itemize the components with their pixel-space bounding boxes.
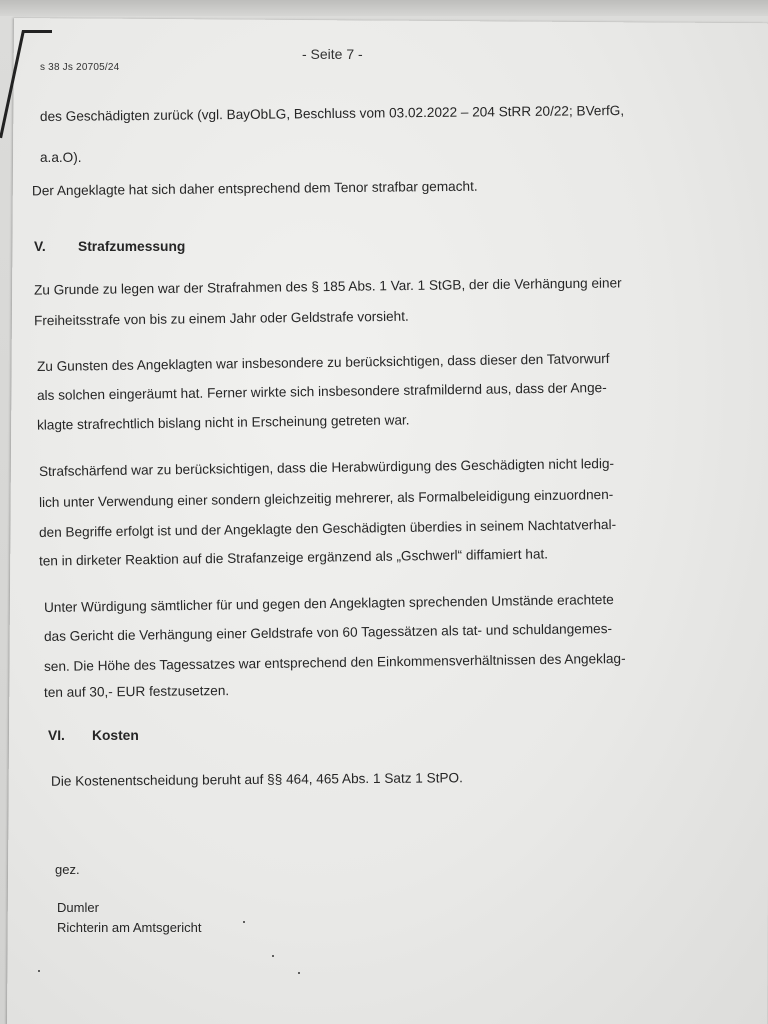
paper-speck xyxy=(272,955,274,957)
body-line: a.a.O). xyxy=(40,150,82,165)
body-line: des Geschädigten zurück (vgl. BayObLG, Beschluss vom 03.02.2022 – 204 StRR 20/22; BVerfG, xyxy=(39,102,625,125)
body-line: lich unter Verwendung einer sondern gleichzeitig mehrerer, als Formalbeleidigung einzuordnen- xyxy=(38,486,614,511)
body-line: Unter Würdigung sämtlicher für und gegen den Angeklagten sprechenden Umstände erachtete xyxy=(43,592,614,615)
section-number: V. xyxy=(34,239,46,254)
body-line: das Gericht die Verhängung einer Geldstrafe von 60 Tagessätzen als tat- und schuldangemes- xyxy=(43,621,613,644)
body-line: Zu Grunde zu legen war der Strafrahmen des § 185 Abs. 1 Var. 1 StGB, der die Verhängung einer xyxy=(33,275,622,298)
section-title: Strafzumessung xyxy=(78,239,186,254)
page-number: - Seite 7 - xyxy=(302,46,363,62)
case-reference: s 38 Js 20705/24 xyxy=(40,62,120,73)
section-heading-vi xyxy=(48,729,139,743)
section-title: Kosten xyxy=(92,728,139,743)
body-line: ten auf 30,- EUR festzusetzen. xyxy=(43,683,230,700)
body-line: als solchen eingeräumt hat. Ferner wirkte sich insbesondere strafmildernd aus, dass der Ange- xyxy=(36,380,607,403)
body-line: sen. Die Höhe des Tagessatzes war entsprechend den Einkommensverhältnissen des Angeklag- xyxy=(43,650,626,675)
section-number: VI. xyxy=(48,728,65,743)
signature-gez: gez. xyxy=(55,862,80,877)
body-line: ten in dirketer Reaktion auf die Strafanzeige ergänzend als „Gschwerl“ diffamiert hat. xyxy=(38,546,549,569)
body-line: Freiheitsstrafe von bis zu einem Jahr oder Geldstrafe vorsieht. xyxy=(33,308,409,329)
body-line: Der Angeklagte hat sich daher entsprechend dem Tenor strafbar gemacht. xyxy=(31,178,478,199)
body-line: Strafschärfend war zu berücksichtigen, dass die Herabwürdigung des Geschädigten nicht ledig- xyxy=(38,455,615,480)
paper-speck xyxy=(243,921,245,923)
paper-speck xyxy=(38,970,40,972)
paper-speck xyxy=(298,972,300,974)
body-line: Zu Gunsten des Angeklagten war insbesondere zu berücksichtigen, dass dieser den Tatvorwurf xyxy=(36,351,610,374)
signature-role: Richterin am Amtsgericht xyxy=(57,920,202,935)
body-line: klagte strafrechtlich bislang nicht in Erscheinung getreten war. xyxy=(36,412,410,433)
body-line: Die Kostenentscheidung beruht auf §§ 464, 465 Abs. 1 Satz 1 StPO. xyxy=(50,770,463,789)
signature-name: Dumler xyxy=(57,900,99,915)
body-line: den Begriffe erfolgt ist und der Angeklagte den Geschädigten überdies in seinem Nachtatverhal- xyxy=(38,516,617,541)
section-heading-v xyxy=(34,240,185,254)
